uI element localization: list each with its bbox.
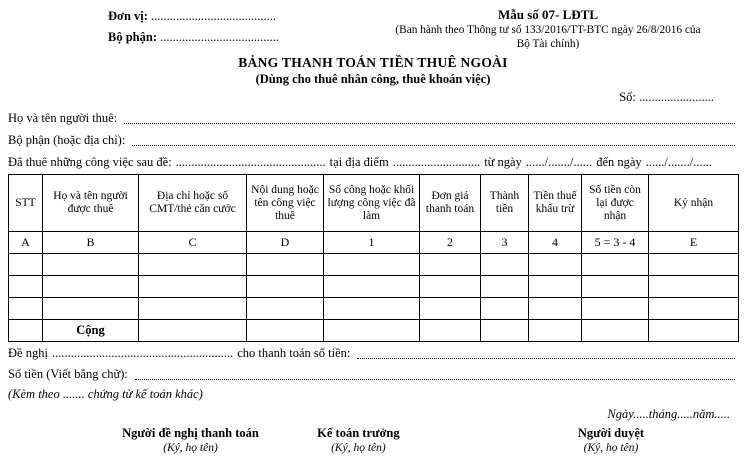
code-cell: E [649,232,739,254]
col-unit-price: Đơn giá thanh toán [420,175,481,232]
code-cell: 5 = 3 - 4 [582,232,649,254]
from-date-label: từ ngày [484,155,522,169]
request-line [8,342,738,363]
from-date-field: ....../......./...... [525,155,593,169]
signature-block [8,426,738,476]
table-cell [582,320,649,342]
table-cell [481,298,529,320]
title-block [8,54,738,88]
table-cell [324,254,420,276]
table-cell [139,276,247,298]
code-cell: 3 [481,232,529,254]
signature-chief-accountant-title: Kế toán trưởng [317,426,400,440]
payment-amount-field [357,358,735,359]
department-line [8,128,738,150]
hirer-name-field [124,123,735,124]
table-cell [529,276,582,298]
col-remaining-amount: Số tiền còn lại được nhận [582,175,649,232]
to-date-field: ....../......./...... [645,155,712,169]
col-total-amount: Thành tiền [481,175,529,232]
amount-in-words-field [135,379,735,380]
signature-chief-accountant-note: (Ký, họ tên) [331,442,386,454]
department-label: Bộ phận (hoặc địa chỉ): [8,133,126,147]
table-cell [649,298,739,320]
form-title: BẢNG THANH TOÁN TIỀN THUÊ NGOÀI [238,55,508,70]
table-cell [43,276,139,298]
col-signature: Ký nhận [649,175,739,232]
table-cell [43,298,139,320]
table-cell [324,320,420,342]
table-cell [9,276,43,298]
request-field-dots: .......................................................... [51,346,234,360]
dept-line [108,27,279,48]
table-cell [481,320,529,342]
work-line [8,150,738,172]
signature-proposer-note: (Ký, họ tên) [163,442,218,454]
table-cell [139,298,247,320]
table-cell [9,298,43,320]
col-hired-person-name: Họ và tên người được thuê [43,175,139,232]
code-cell: 1 [324,232,420,254]
dept-field-dots: ...................................... [160,30,279,44]
table-cell [481,276,529,298]
to-date-label: đến ngày [596,155,642,169]
table-cell [324,298,420,320]
signature-chief-accountant [317,426,399,456]
table-cell [247,276,324,298]
table-cell [582,254,649,276]
col-work-description: Nội dung hoặc tên công việc thuê [247,175,324,232]
hirer-name-label: Họ và tên người thuê: [8,111,118,125]
payment-amount-label: cho thanh toán số tiền: [237,346,351,360]
code-cell: 2 [420,232,481,254]
table-row [9,254,739,276]
place-label: tại địa điểm [329,155,389,169]
number-field-dots: ........................ [639,90,714,104]
table-header-row [9,175,739,232]
request-label: Đề nghị [8,346,48,360]
col-work-volume: Số công hoặc khối lượng công việc đã làm [324,175,420,232]
table-cell [420,298,481,320]
table-cell [139,320,247,342]
column-code-row [9,232,739,254]
form-code-block [358,6,738,51]
signature-proposer [122,426,259,456]
code-cell: C [139,232,247,254]
col-address-id-card: Địa chỉ hoặc số CMT/thẻ căn cước [139,175,247,232]
table-cell [529,298,582,320]
table-row [9,276,739,298]
form-code: Mẫu số 07- LĐTL [497,7,599,22]
work-label: Đã thuê những công việc sau đề: [8,155,172,169]
unit-dept-block [108,6,279,51]
col-tax-withheld: Tiền thuế khấu trừ [529,175,582,232]
number-label: Số: [619,90,636,104]
amount-in-words-label: Số tiền (Viết bằng chữ): [8,367,128,381]
table-cell [247,320,324,342]
number-line [8,88,738,106]
total-label-cell: Cộng [43,320,139,342]
table-cell [420,320,481,342]
code-cell: 4 [529,232,582,254]
unit-line [108,6,279,27]
top-header [8,6,738,51]
code-cell: A [9,232,43,254]
department-field [132,145,735,146]
table-cell [420,276,481,298]
table-cell [649,254,739,276]
form-subtitle: (Dùng cho thuê nhân công, thuê khoán việc) [255,72,491,86]
table-cell [649,276,739,298]
table-cell [420,254,481,276]
table-cell [9,254,43,276]
table-cell [649,320,739,342]
col-stt: STT [9,175,43,232]
table-row [9,298,739,320]
signature-approver-note: (Ký, họ tên) [583,442,639,454]
attachment-note: (Kèm theo ....... chứng từ kế toán khác) [8,387,203,401]
table-cell [582,276,649,298]
table-cell [324,276,420,298]
table-cell [43,254,139,276]
code-cell: B [43,232,139,254]
table-cell [481,254,529,276]
place-field-dots: ............................ [392,155,481,169]
date-line: Ngày.....tháng.....năm..... [607,407,730,421]
work-field-dots: ................................................ [175,155,326,169]
unit-field-dots: ........................................ [151,9,277,23]
issue-note-line2: Bộ Tài chính) [516,38,580,50]
code-cell: D [247,232,324,254]
signature-approver-title: Người duyệt [577,426,645,440]
payment-table [8,174,739,342]
total-row [9,320,739,342]
signature-approver [578,426,644,456]
table-cell [529,254,582,276]
hirer-name-line [8,106,738,128]
issue-note-line1: (Ban hành theo Thông tư số 133/2016/TT-BTC ngày 26/8/2016 của [395,24,701,36]
amount-in-words-line [8,363,738,384]
dept-label: Bộ phận: [108,30,157,44]
table-cell [9,320,43,342]
table-cell [139,254,247,276]
unit-label: Đơn vị: [108,9,148,23]
signature-proposer-title: Người đề nghị thanh toán [122,426,259,440]
table-cell [247,254,324,276]
table-cell [529,320,582,342]
table-cell [582,298,649,320]
table-cell [247,298,324,320]
